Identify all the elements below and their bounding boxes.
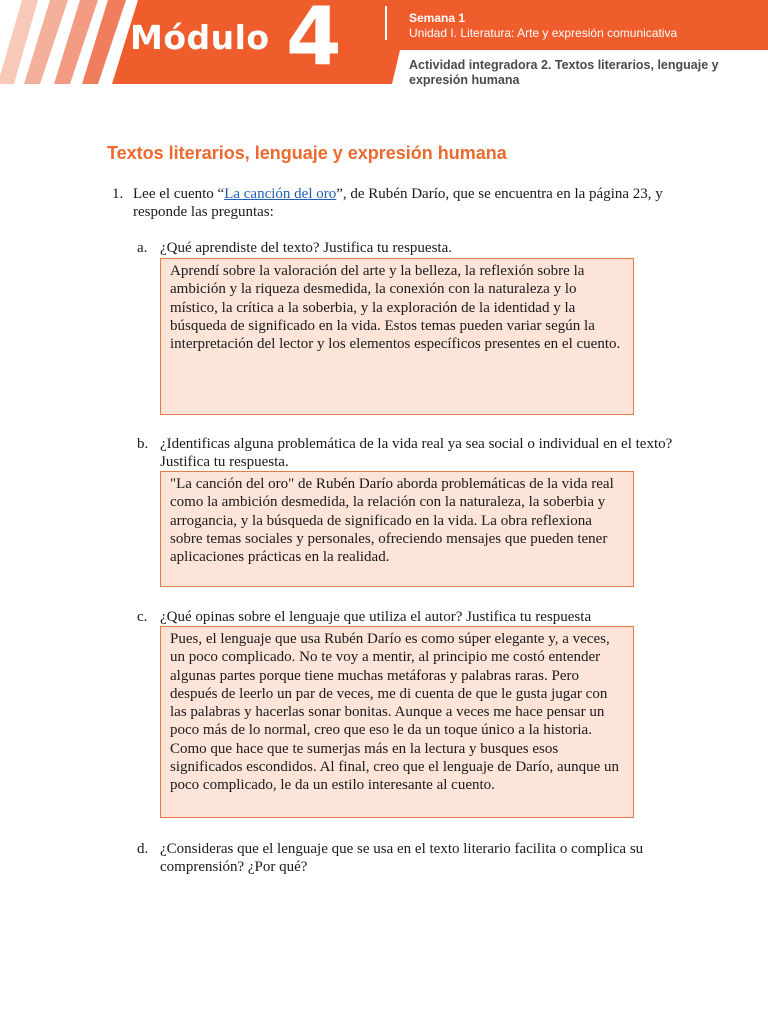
header-divider (385, 6, 387, 40)
subquestion-letter: d. (137, 841, 149, 857)
story-link[interactable]: La canción del oro (224, 186, 337, 202)
module-label: Módulo (130, 18, 270, 57)
question-text-before: Lee el cuento “ (133, 186, 225, 202)
module-number: 4 (286, 0, 342, 83)
subquestion-letter: a. (137, 240, 148, 256)
answer-text: Aprendí sobre la valoración del arte y la belleza, la reflexión sobre la ambición y la riqueza desmedida, la conexión con la naturaleza y lo místico, la crítica a la soberbia, y la exploración de la identidad y la búsqueda de significado en la vida. Estos temas pueden variar según la interpretación del lector y los elementos específicos presentes en el cuento. (170, 263, 621, 353)
question-text (133, 185, 673, 222)
activity-title: Actividad integradora 2. Textos literarios, lenguaje y expresión humana (409, 58, 719, 87)
subquestion-prompt: ¿Qué aprendiste del texto? Justifica tu respuesta. (160, 240, 452, 256)
question-text-after: ”, de Rubén Darío, que se encuentra en la página 23, y responde las preguntas: (133, 186, 663, 221)
answer-box[interactable] (160, 626, 634, 818)
subquestion-prompt: ¿Qué opinas sobre el lenguaje que utiliza el autor? Justifica tu respuesta (160, 609, 592, 625)
subquestion-letter: c. (137, 609, 148, 625)
document-title: Textos literarios, lenguaje y expresión humana (107, 143, 507, 163)
answer-box[interactable] (160, 258, 634, 415)
subquestion-letter: b. (137, 436, 149, 452)
week-label: Semana 1 (409, 11, 466, 25)
answer-box[interactable] (160, 471, 634, 587)
subquestion-prompt: ¿Consideras que el lenguaje que se usa en el texto literario facilita o complica su comprensión? ¿Por qué? (160, 841, 644, 876)
answer-text: "La canción del oro" de Rubén Darío aborda problemáticas de la vida real como la ambición desmedida, la relación con la naturaleza, la soberbia y arrogancia, y la búsqueda de significado en la vida. La obra reflexiona sobre temas sociales y personales, ofreciendo mensajes que pueden tener aplicaciones prácticas en la realidad. (170, 476, 614, 566)
question-number: 1. (112, 186, 124, 202)
answer-text: Pues, el lenguaje que usa Rubén Darío es como súper elegante y, a veces, un poco complicado. No te voy a mentir, al principio me costó entender algunas partes porque tiene muchas metáforas y palabras raras. Pero después de leerlo un par de veces, me di cuenta de que le gusta jugar con las palabras y hacerlas sonar bonitas. Aunque a veces me hace pensar un poco más de lo normal, creo que eso le da un toque único a la historia. Como que hace que te sumerjas más en la lectura y busques esos significados escondidos. Al final, creo que el lenguaje de Darío, aunque un poco complicado, le da un estilo interesante al cuento. (170, 631, 620, 794)
module-header (0, 0, 768, 100)
subquestion-prompt: ¿Identificas alguna problemática de la vida real ya sea social o individual en el texto? Justifica tu respuesta. (160, 436, 673, 471)
unit-label: Unidad I. Literatura: Arte y expresión comunicativa (409, 26, 678, 40)
